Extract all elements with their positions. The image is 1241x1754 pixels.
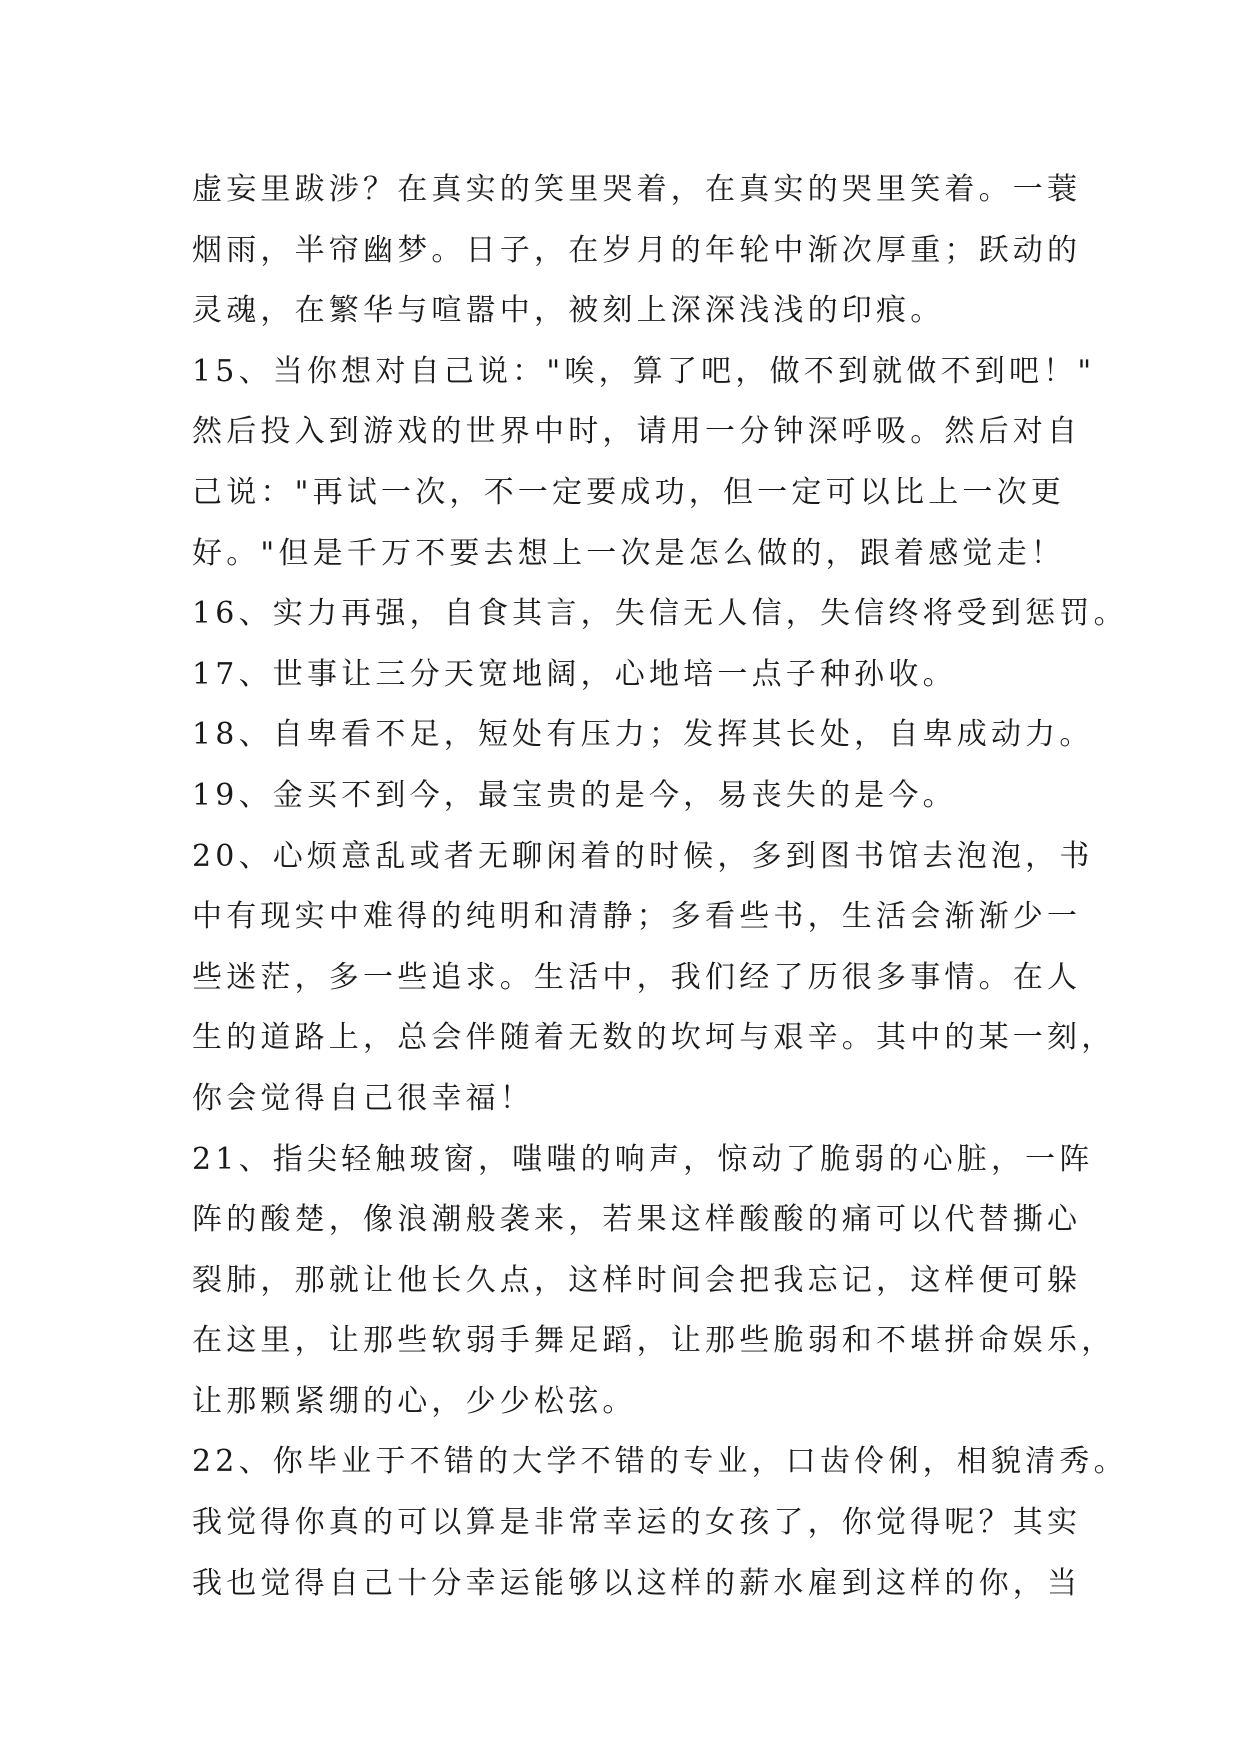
text-line: 你会觉得自己很幸福！ — [192, 1080, 534, 1116]
text-line: 在这里，让那些软弱手舞足蹈，让那些脆弱和不堪拼命娱乐， — [192, 1323, 1116, 1359]
text-line: 阵的酸楚，像浪潮般袭来，若果这样酸酸的痛可以代替撕心 — [192, 1202, 1082, 1238]
text-line: 生的道路上，总会伴随着无数的坎坷与艰辛。其中的某一刻， — [192, 1020, 1116, 1056]
text-line: 让那颗紧绷的心，少少松弦。 — [192, 1383, 637, 1419]
text-line: 然后投入到游戏的世界中时，请用一分钟深呼吸。然后对自 — [192, 414, 1082, 450]
text-line: 己说："再试一次，不一定要成功，但一定可以比上一次更 — [192, 474, 1065, 510]
text-line: 裂肺，那就让他长久点，这样时间会把我忘记，这样便可躲 — [192, 1262, 1082, 1298]
text-line: 中有现实中难得的纯明和清静；多看些书，生活会渐渐少一 — [192, 899, 1082, 935]
text-line: 18、自卑看不足，短处有压力；发挥其长处，自卑成动力。 — [192, 717, 1094, 753]
text-line: 好。"但是千万不要去想上一次是怎么做的，跟着感觉走！ — [192, 535, 1065, 571]
body-text — [192, 160, 1128, 1614]
text-line: 22、你毕业于不错的大学不错的专业，口齿伶俐，相貌清秀。 — [192, 1444, 1128, 1480]
text-line: 烟雨，半帘幽梦。日子，在岁月的年轮中渐次厚重；跃动的 — [192, 232, 1082, 268]
text-line: 21、指尖轻触玻窗，嗤嗤的响声，惊动了脆弱的心脏，一阵 — [192, 1141, 1094, 1177]
text-line: 19、金买不到今，最宝贵的是今，易丧失的是今。 — [192, 777, 957, 813]
text-line: 16、实力再强，自食其言，失信无人信，失信终将受到惩罚。 — [192, 596, 1128, 632]
text-line: 15、当你想对自己说："唉，算了吧，做不到就做不到吧！" — [192, 353, 1096, 389]
text-line: 灵魂，在繁华与喧嚣中，被刻上深深浅浅的印痕。 — [192, 293, 945, 329]
text-line: 17、世事让三分天宽地阔，心地培一点子种孙收。 — [192, 656, 957, 692]
text-line: 我也觉得自己十分幸运能够以这样的薪水雇到这样的你，当 — [192, 1565, 1082, 1601]
text-line: 虚妄里跋涉？在真实的笑里哭着，在真实的哭里笑着。一蓑 — [192, 172, 1082, 207]
text-line: 些迷茫，多一些追求。生活中，我们经了历很多事情。在人 — [192, 959, 1082, 995]
text-line: 20、心烦意乱或者无聊闲着的时候，多到图书馆去泡泡，书 — [192, 838, 1094, 874]
text-line: 我觉得你真的可以算是非常幸运的女孩了，你觉得呢？其实 — [192, 1505, 1082, 1541]
